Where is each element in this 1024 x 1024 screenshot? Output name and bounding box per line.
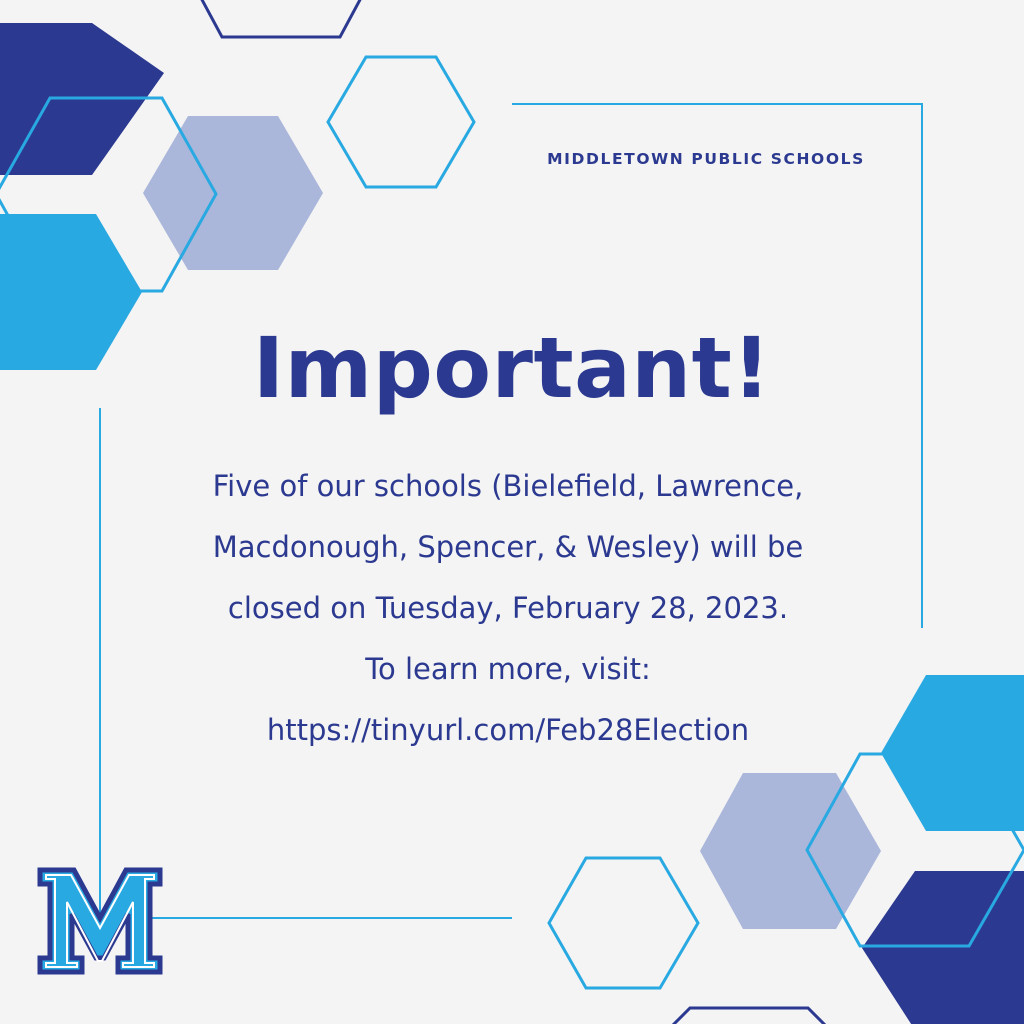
message-line-3: closed on Tuesday, February 28, 2023. bbox=[227, 591, 789, 625]
hexagon-navy-outline-bottom bbox=[668, 1008, 830, 1024]
headline: Important! bbox=[252, 319, 772, 417]
hexagon-sky-outline-small bbox=[328, 57, 474, 187]
message-link: https://tinyurl.com/Feb28Election bbox=[266, 713, 750, 747]
hexagon-cluster-top-left bbox=[0, 0, 474, 370]
school-district-name: MIDDLETOWN PUBLIC SCHOOLS bbox=[547, 150, 865, 168]
hexagon-lavender-solid bbox=[143, 116, 323, 270]
message-line-2: Macdonough, Spencer, & Wesley) will be bbox=[212, 530, 804, 564]
logo-letter-shape bbox=[40, 870, 160, 972]
message-line-1: Five of our schools (Bielefield, Lawrence, bbox=[212, 469, 804, 503]
school-logo-m bbox=[36, 866, 164, 976]
hexagon-sky-outline-small-br bbox=[549, 858, 698, 988]
hexagon-lavender-solid-br bbox=[700, 773, 881, 929]
announcement-message bbox=[100, 456, 916, 761]
message-line-4: To learn more, visit: bbox=[365, 652, 651, 686]
logo-letter: M bbox=[98, 935, 102, 937]
hexagon-navy-outline-top bbox=[200, 0, 362, 37]
